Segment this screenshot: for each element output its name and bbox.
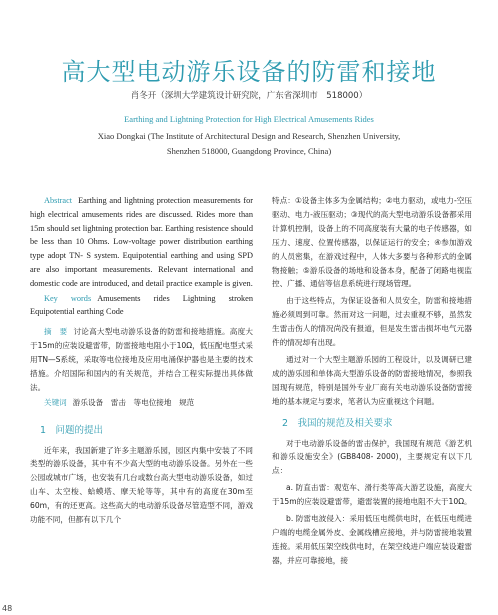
right-paragraph-4: 对于电动游乐设备的雷击保护，我国现有规范《游艺机和游乐设施安全》(GB8408- 2000)，主要规定有以下几点： — [272, 438, 472, 476]
chinese-keywords-label: 关键词 — [44, 397, 67, 407]
right-paragraph-5: a. 防直击雷：观览车、滑行类等高大游艺设施，高度大于15m的应装设避雷带，避雷装置的接地电阻不大于10Ω。 — [272, 483, 472, 507]
chinese-keywords — [30, 396, 253, 410]
english-abstract-label: Abstract — [44, 196, 73, 205]
english-author-line1: Xiao Dongkai (The Institute of Architectural Design and Research, Shenzhen University, — [97, 131, 401, 141]
chinese-abstract-text: 讨论高大型电动游乐设备的防雷和接地措施。高度大于15m的应装设避雷带，防雷接地电阻小于10Ω，低压配电型式采用TN—S系统，采取等电位接地及应用电涌保护器也是主要的技术措施。介绍国际和国内的有关规范，并结合工程实际提出具体做法。 — [30, 327, 254, 392]
page-number: 48 — [2, 604, 13, 613]
english-keywords-label: Key words — [44, 293, 92, 303]
right-paragraph-2: 由于这些特点，为保证设备和人员安全，防雷和接地措施必须周到可靠。然而对这一问题，过去重视不够，虽然发生雷击伤人的情况尚没有报道，但是发生雷击损坏电气元器件的情况却有出现。 — [272, 296, 472, 348]
chinese-abstract-label: 摘 要 — [44, 327, 68, 337]
right-column — [272, 194, 472, 571]
right-paragraph-1: 特点：①设备主体多为金属结构；②电力驱动，或电力-空压驱动、电力-液压驱动；③现代的高大型电动游乐设备都采用计算机控制，设备上的不同高度装有大量的电子传感器，如压力、速度、位置传感器，以保证运行的安全；④参加游戏的人员密集，在游戏过程中，人体大多要与各种形式的金属物接触；⑤游乐设备的场地和设备本身，配备了闭路电视监控、广播、通信等信息系统进行现场管理。 — [272, 196, 472, 289]
section1-paragraph: 近年来，我国新建了许多主题游乐园，园区内集中安装了不同类型的游乐设备，其中有不少高大型的电动游乐设备。另外在一些公园或城市广场，也安装有几台或数台高大型电动游乐设备，如过山车、太空梭、蛤蟆塔、摩天轮等等，其中有的高度在30m至60m，有的还更高。这些高大的电动游乐设备尽管造型不同，游戏功能不同，但都有以下几个 — [30, 445, 253, 525]
section2-heading: 2 我国的规范及相关要求 — [282, 417, 393, 429]
chinese-keywords-text: 游乐设备 雷击 等电位接地 规范 — [72, 397, 195, 407]
page-title: 高大型电动游乐设备的防雷和接地 — [61, 58, 437, 86]
english-keywords — [30, 292, 253, 320]
section1-heading: 1 问题的提出 — [40, 424, 104, 436]
english-author — [0, 129, 498, 159]
english-keywords-text: Amusements rides Lightning stroken Equipotential earthing Code — [30, 293, 254, 317]
english-author-line2: Shenzhen 518000, Guangdong Province, China) — [166, 146, 332, 156]
chinese-abstract — [30, 325, 253, 395]
left-column — [30, 194, 253, 530]
english-title: Earthing and Lightning Protection for High Electrical Amusements Rides — [124, 114, 374, 124]
english-abstract — [30, 194, 253, 291]
right-paragraph-3: 通过对一个大型主题游乐园的工程设计，以及调研已建成的游乐园和单体高大型游乐设备的防雷接地情况，参照我国现有规范，特别是国外专业厂商有关电动游乐设备防雷接地的基本规定与要求，笔者认为应重视这个问题。 — [272, 354, 472, 406]
author-cn: 肖冬开（深圳大学建筑设计研究院，广东省深圳市 518000） — [130, 91, 368, 101]
english-abstract-text: Earthing and lightning protection measurements for high electrical amusements rides are discussed. Rides more than 15m should set lightning protection bar. Earthing resistence should be less than 10 Ohms. Low-voltage power distribution earthing type adopt TN- S system. Equipotential earthing and using SPD are also important measurements. Relevant international and domestic code are introduced, and detail practice example is given. — [30, 196, 253, 288]
right-paragraph-6: b. 防雷电波侵入：采用低压电缆供电时，在低压电缆进户端的电缆金属外皮、金属线槽应接地，并与防雷接地装置连接。采用低压架空线供电时，在架空线进户端应装设避雷器，并应可靠接地，接 — [272, 514, 472, 565]
